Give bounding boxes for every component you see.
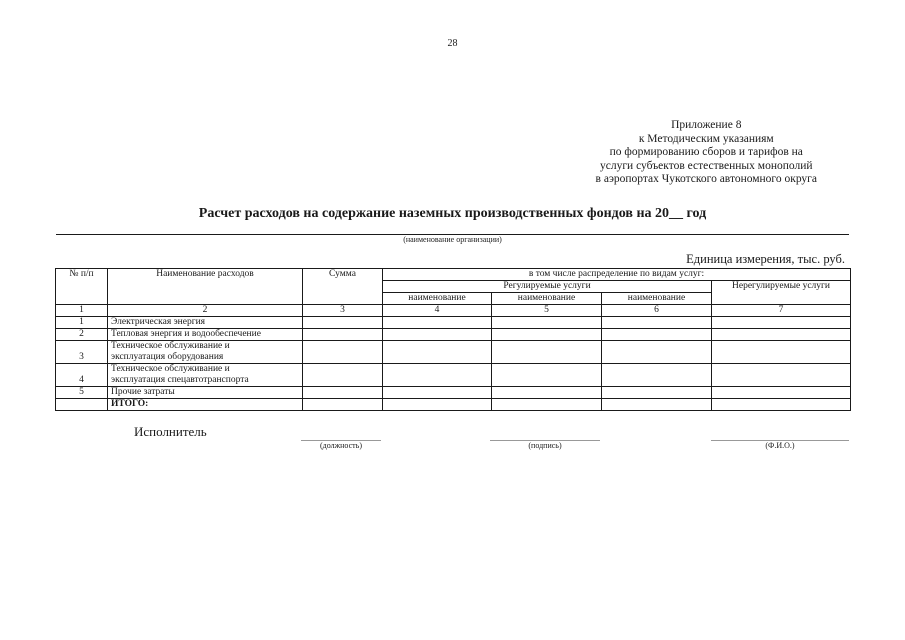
header-name: Наименование расходов [108, 269, 303, 305]
column-number: 7 [712, 305, 851, 317]
total-label: ИТОГО: [108, 399, 303, 411]
table-cell [602, 317, 712, 329]
table-cell [303, 317, 383, 329]
table-row [56, 341, 851, 364]
document-title: Расчет расходов на содержание наземных производственных фондов на 20__ год [198, 206, 707, 221]
table-cell [712, 341, 851, 364]
header-service-name: наименование [602, 293, 712, 305]
row-label-line: Техническое обслуживание и [111, 341, 230, 351]
column-number: 6 [602, 305, 712, 317]
row-label [108, 341, 303, 364]
table-cell [492, 341, 602, 364]
table-cell [712, 329, 851, 341]
row-label [108, 364, 303, 387]
table-cell [383, 387, 492, 399]
appendix-line: Приложение 8 [671, 119, 742, 131]
unit-label: Единица измерения, тыс. руб. [686, 252, 845, 266]
position-signature-caption: (должность) [301, 440, 381, 450]
table-cell [492, 317, 602, 329]
row-number: 1 [56, 317, 108, 329]
column-number: 5 [492, 305, 602, 317]
table-cell [383, 329, 492, 341]
header-num: № п/п [56, 269, 108, 305]
row-label-line: эксплуатация оборудования [111, 352, 224, 362]
executor-label: Исполнитель [134, 424, 207, 439]
column-number: 3 [303, 305, 383, 317]
expense-table [55, 268, 851, 411]
table-cell [303, 387, 383, 399]
table-cell [303, 364, 383, 387]
header-distribution: в том числе распределение по видам услуг: [383, 269, 851, 281]
row-label-line: эксплуатация спецавтотранспорта [111, 375, 249, 385]
table-cell [712, 364, 851, 387]
table-row [56, 387, 851, 399]
table-cell [602, 387, 712, 399]
table-cell [492, 399, 602, 411]
header-service-name: наименование [492, 293, 602, 305]
header-unregulated: Нерегулируемые услуги [712, 281, 851, 305]
total-row [56, 399, 851, 411]
column-numbers-row [56, 305, 851, 317]
table-cell [303, 341, 383, 364]
table-cell [602, 399, 712, 411]
table-cell [602, 329, 712, 341]
column-number: 4 [383, 305, 492, 317]
appendix-block [596, 119, 817, 187]
row-label: Электрическая энергия [108, 317, 303, 329]
appendix-line: по формированию сборов и тарифов на [609, 146, 803, 159]
appendix-line: услуги субъектов естественных монополий [600, 159, 813, 172]
row-label-line: Техническое обслуживание и [111, 364, 230, 374]
table-cell [492, 329, 602, 341]
table-cell [602, 364, 712, 387]
table-cell [303, 399, 383, 411]
row-label: Тепловая энергия и водообеспечение [108, 329, 303, 341]
signature-caption: (подпись) [490, 440, 600, 450]
table-cell [383, 399, 492, 411]
table-cell [492, 364, 602, 387]
row-number: 3 [56, 341, 108, 364]
table-row [56, 329, 851, 341]
table-cell [56, 399, 108, 411]
table-cell [602, 341, 712, 364]
appendix-line: в аэропортах Чукотского автономного округа [595, 173, 817, 186]
header-regulated: Регулируемые услуги [383, 281, 712, 293]
table-cell [383, 364, 492, 387]
table-row [56, 317, 851, 329]
header-sum: Сумма [303, 269, 383, 305]
appendix-line: к Методическим указаниям [638, 132, 774, 145]
table-cell [383, 341, 492, 364]
column-number: 1 [56, 305, 108, 317]
row-number: 4 [56, 364, 108, 387]
full-name-caption: (Ф.И.О.) [711, 440, 849, 450]
table-cell [712, 317, 851, 329]
page-number: 28 [447, 38, 458, 49]
row-number: 5 [56, 387, 108, 399]
table-cell [303, 329, 383, 341]
header-service-name: наименование [383, 293, 492, 305]
table-cell [712, 399, 851, 411]
table-cell [383, 317, 492, 329]
table-cell [712, 387, 851, 399]
row-number: 2 [56, 329, 108, 341]
table-row [56, 364, 851, 387]
column-number: 2 [108, 305, 303, 317]
organization-caption: (наименование организации) [403, 235, 502, 244]
table-cell [492, 387, 602, 399]
row-label: Прочие затраты [108, 387, 303, 399]
